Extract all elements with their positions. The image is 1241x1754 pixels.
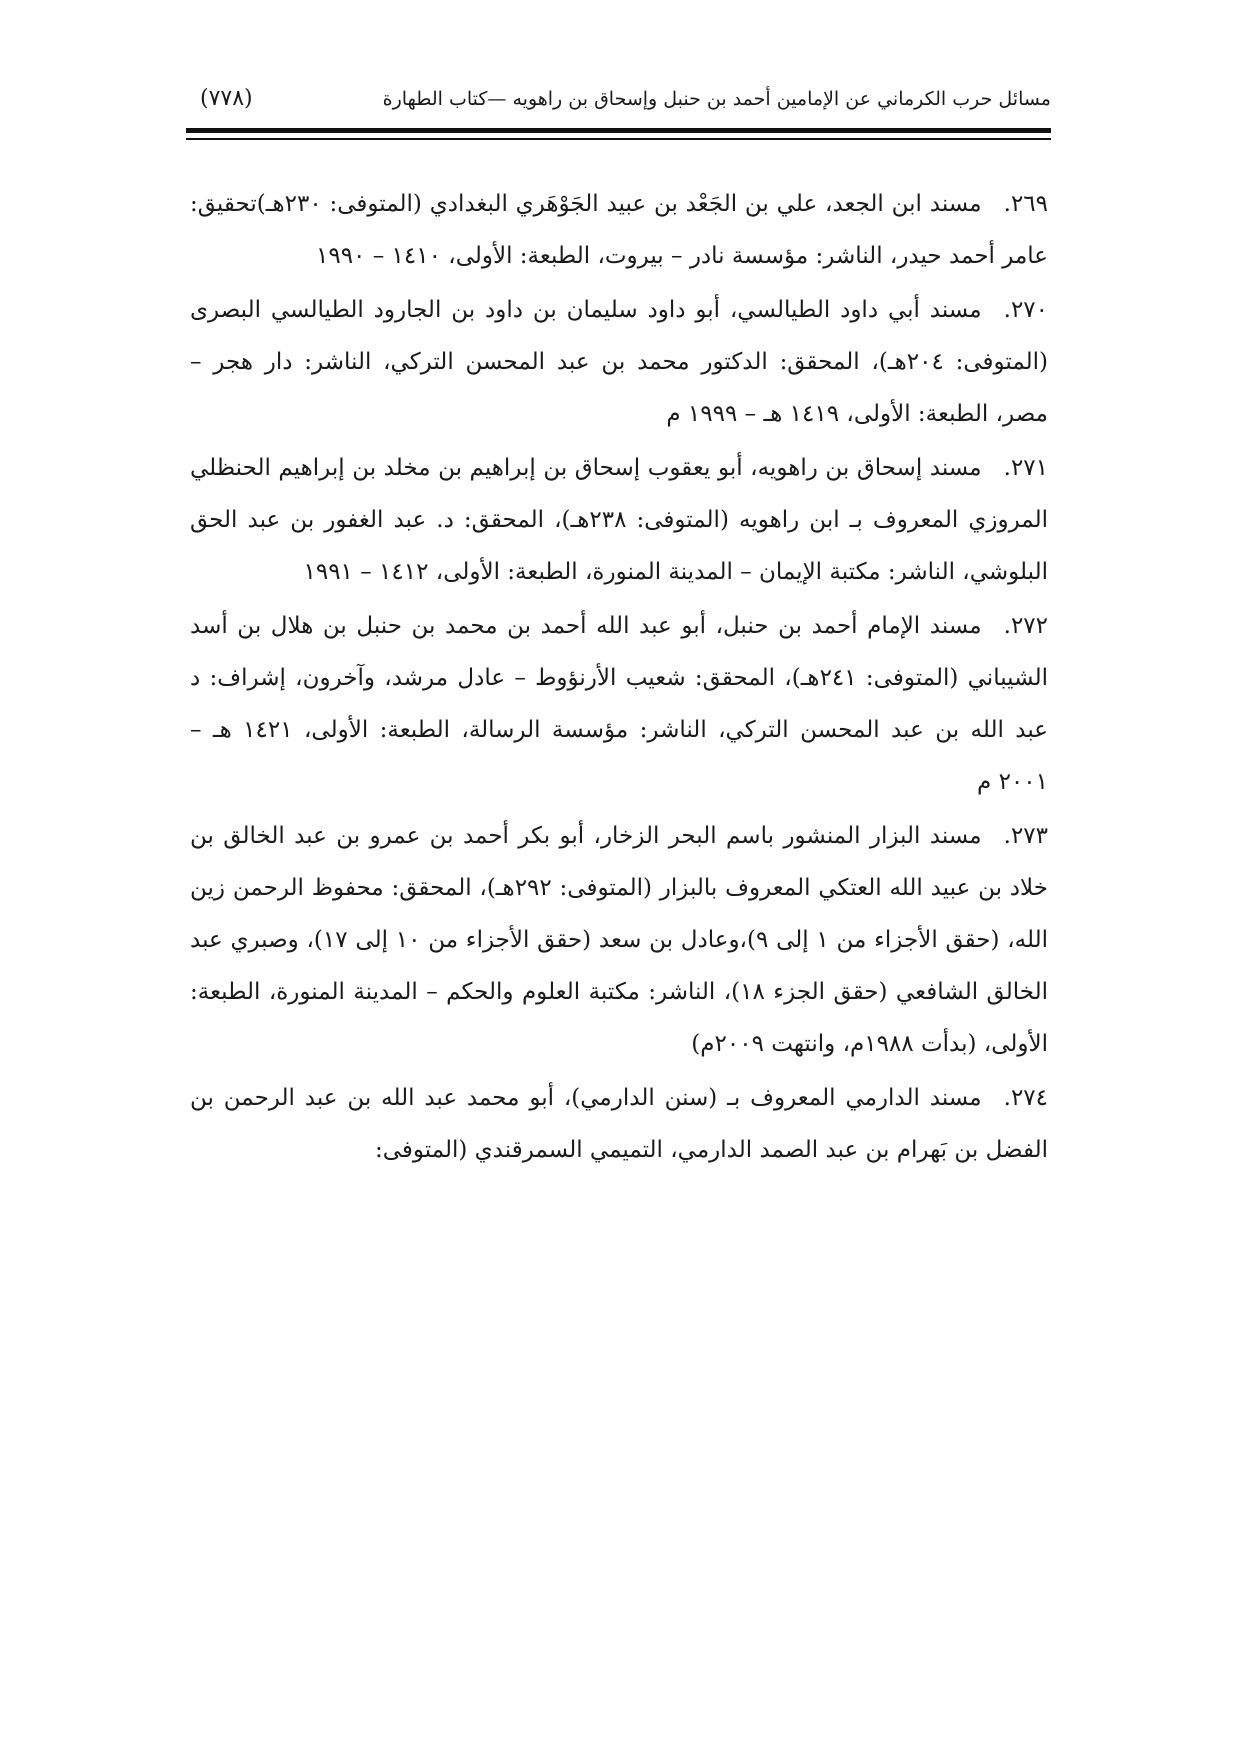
entry-number: ٢٧٣. — [1003, 823, 1048, 849]
bibliography-entry — [190, 600, 1048, 808]
header-rule-thin — [186, 138, 1051, 140]
header-rule-thick — [186, 128, 1051, 133]
bibliography-entry — [190, 1072, 1048, 1176]
entry-text: مسند إسحاق بن راهويه، أبو يعقوب إسحاق بن إبراهيم بن مخلد بن إبراهيم الحنظلي المروزي المعروف بـ ابن راهويه (المتوفى: ٢٣٨هـ)، المحقق: د. عبد الغفور بن عبد الحق البلوشي، الناشر: مكتبة الإيمان – المدينة المنورة، الطبعة: الأولى، ١٤١٢ – ١٩٩١ — [190, 455, 1048, 585]
entry-number: ٢٧٤. — [1003, 1085, 1048, 1111]
bibliography-entry — [190, 810, 1048, 1070]
entry-text: مسند الإمام أحمد بن حنبل، أبو عبد الله أحمد بن محمد بن حنبل بن هلال بن أسد الشيباني (المتوفى: ٢٤١هـ)، المحقق: شعيب الأرنؤوط – عادل مرشد، وآخرون، إشراف: د عبد الله بن عبد المحسن التركي، الناشر: مؤسسة الرسالة، الطبعة: الأولى، ١٤٢١ هـ – ٢٠٠١ م — [190, 613, 1048, 795]
bibliography-list — [190, 178, 1048, 1178]
entry-number: ٢٧٠. — [1003, 297, 1048, 323]
entry-text: مسند ابن الجعد، علي بن الجَعْد بن عبيد الجَوْهَري البغدادي (المتوفى: ٢٣٠هـ)تحقيق: عامر أحمد حيدر، الناشر: مؤسسة نادر – بيروت، الطبعة: الأولى، ١٤١٠ – ١٩٩٠ — [190, 191, 1048, 269]
entry-number: ٢٧١. — [1003, 455, 1048, 481]
entry-text: مسند الدارمي المعروف بـ (سنن الدارمي)، أبو محمد عبد الله بن عبد الرحمن بن الفضل بن بَهرام بن عبد الصمد الدارمي، التميمي السمرقندي (المتوفى: — [190, 1085, 1048, 1163]
entry-number: ٢٦٩. — [1003, 191, 1048, 217]
page-number: (٧٧٨) — [200, 86, 253, 111]
entry-number: ٢٧٢. — [1003, 613, 1048, 639]
bibliography-entry — [190, 442, 1048, 598]
entry-text: مسند البزار المنشور باسم البحر الزخار، أبو بكر أحمد بن عمرو بن عبد الخالق بن خلاد بن عبيد الله العتكي المعروف بالبزار (المتوفى: ٢٩٢هـ)، المحقق: محفوظ الرحمن زين الله، (حقق الأجزاء من ١ إلى ٩)،وعادل بن سعد (حقق الأجزاء من ١٠ إلى ١٧)، وصبري عبد الخالق الشافعي (حقق الجزء ١٨)، الناشر: مكتبة العلوم والحكم – المدينة المنورة، الطبعة: الأولى، (بدأت ١٩٨٨م، وانتهت ٢٠٠٩م) — [190, 823, 1048, 1057]
entry-text: مسند أبي داود الطيالسي، أبو داود سليمان بن داود بن الجارود الطيالسي البصرى (المتوفى: ٢٠٤هـ)، المحقق: الدكتور محمد بن عبد المحسن التركي، الناشر: دار هجر – مصر، الطبعة: الأولى، ١٤١٩ هـ – ١٩٩٩ م — [190, 297, 1048, 427]
bibliography-entry — [190, 178, 1048, 282]
bibliography-entry — [190, 284, 1048, 440]
running-title: مسائل حرب الكرماني عن الإمامين أحمد بن حنبل وإسحاق بن راهويه —كتاب الطهارة — [382, 88, 1051, 110]
page-header — [200, 82, 1051, 122]
